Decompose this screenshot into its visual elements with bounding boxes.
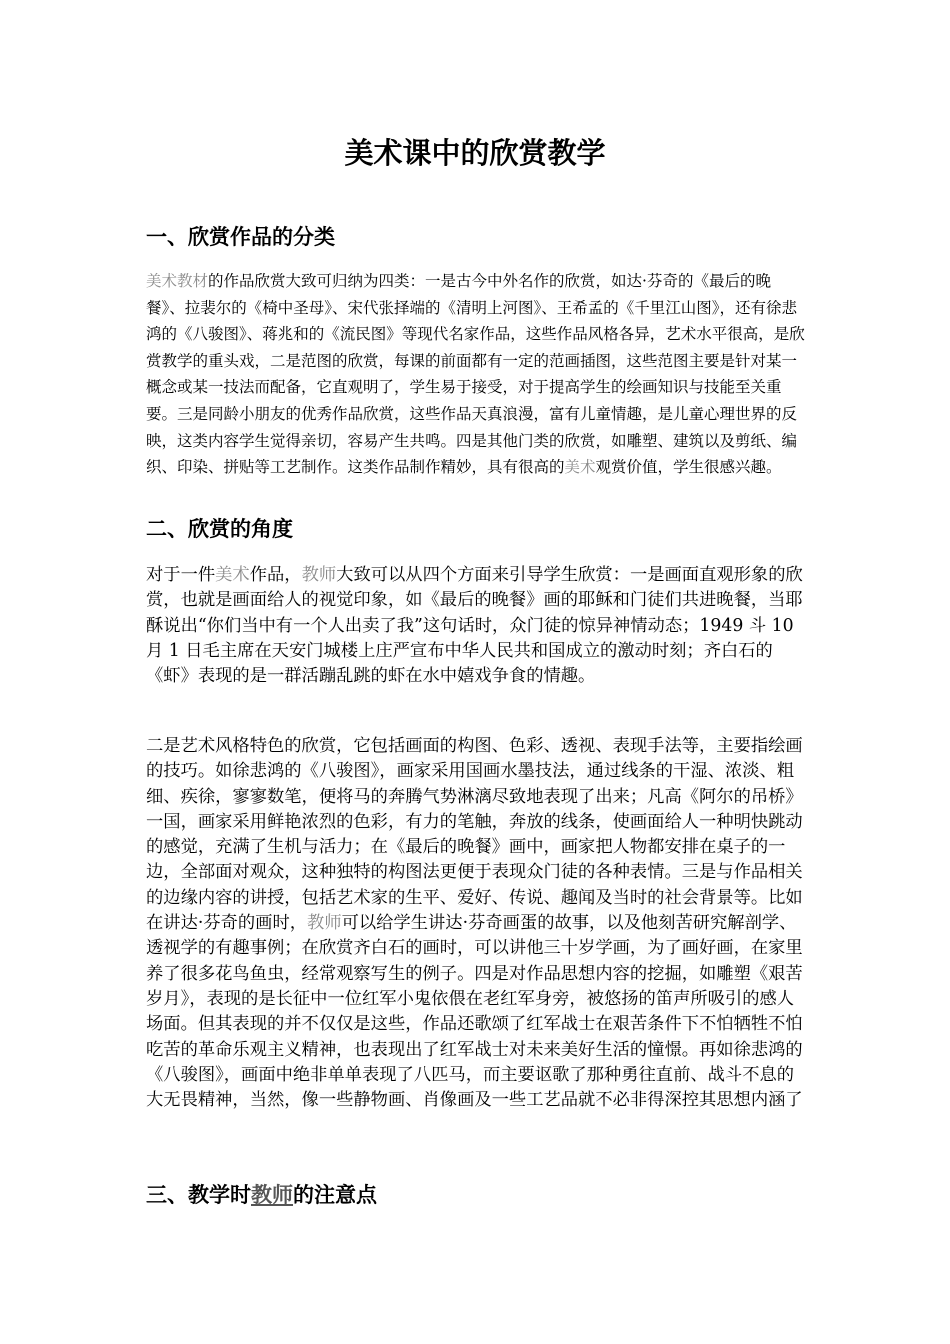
section-3-heading xyxy=(146,1180,377,1210)
section-1-paragraph xyxy=(146,268,806,481)
paragraph-text: 二是艺术风格特色的欣赏，它包括画面的构图、色彩、透视、表现手法等，主要指绘画的技巧。如徐悲鸿的《八骏图》，画家采用国画水墨技法，通过线条的干湿、浓淡、粗细、疾徐，寥寥数笔，便将马的奔腾气势淋漓尽致地表现了出来；凡高《阿尔的吊桥》一国，画家采用鲜艳浓烈的色彩，有力的笔触，奔放的线条，使画面给人一种明快跳动的感觉，充满了生机与活力；在《最后的晚餐》画中，画家把人物都安排在桌子的一边，全部面对观众，这种独特的构图法更便于表现众门徒的各种表情。三是与作品相关的边缘内容的讲授，包括艺术家的生平、爱好、传说、趣闻及当时的社会背景等。比如在讲达·芬奇的画时， xyxy=(146,736,803,934)
section-2-paragraph-1 xyxy=(146,563,806,689)
paragraph-text: 的作品欣赏大致可归纳为四类：一是古今中外名作的欣赏，如达·芬奇的《最后的晚餐》、拉裴尔的《椅中圣母》、宋代张择端的《清明上河图》、王希孟的《千里江山图》，还有徐悲鸿的《八骏图》、蒋兆和的《流民图》等现代名家作品，这些作品风格各异，艺术水平很高，是欣赏教学的重头戏，二是范图的欣赏，每课的前面都有一定的范画插图，这些范图主要是针对某一概念或某一技法而配备，它直观明了，学生易于接受，对于提高学生的绘画知识与技能至关重要。三是同龄小朋友的优秀作品欣赏，这些作品天真浪漫，富有儿童情趣，是儿童心理世界的反映，这类内容学生觉得亲切，容易产生共鸣。四是其他门类的欣赏，如雕塑、建筑以及剪纸、编织、印染、拼贴等工艺制作。这类作品制作精妙，具有很高的 xyxy=(146,272,805,477)
section-1-heading: 一、欣赏作品的分类 xyxy=(146,224,335,249)
heading-text: 三、教学时 xyxy=(146,1182,251,1207)
link-teacher[interactable]: 教师 xyxy=(301,565,337,585)
paragraph-text: 大致可以从四个方面来引导学生欣赏：一是画面直观形象的欣赏，也就是画面给人的视觉印象，如《最后的晚餐》画的耶稣和门徒们共进晚餐，当耶酥说出“你们当中有一个人出卖了我”这句话时，众门徒的惊异神情动态；1949 斗 10 月 1 日毛主席在天安门城楼上庄严宣布中华人民共和国成立的激动时刻；齐白石的《虾》表现的是一群活蹦乱跳的虾在水中嬉戏争食的情趣。 xyxy=(146,565,803,687)
link-teacher[interactable]: 教师 xyxy=(251,1182,293,1207)
link-art[interactable]: 美术 xyxy=(215,565,250,585)
heading-text: 的注意点 xyxy=(293,1182,377,1207)
paragraph-text: 对于一件 xyxy=(146,565,216,585)
paragraph-text: 作品， xyxy=(249,565,302,585)
link-teacher[interactable]: 教师 xyxy=(307,913,342,934)
paragraph-text: 观赏价值，学生很感兴趣。 xyxy=(595,458,782,477)
link-art-textbook[interactable]: 美术教材 xyxy=(146,272,209,290)
document-title: 美术课中的欣赏教学 xyxy=(344,136,606,170)
paragraph-text: 可以给学生讲达·芬奇画蛋的故事，以及他刻苦研究解剖学、透视学的有趣事例；在欣赏齐白石的画时，可以讲他三十岁学画，为了画好画，在家里养了很多花鸟鱼虫，经常观察写生的例子。四是对作品思想内容的挖掘，如雕塑《艰苦岁月》，表现的是长征中一位红军小鬼依偎在老红军身旁，被悠扬的笛声所吸引的感人场面。但其表现的并不仅仅是这些，作品还歌颂了红军战士在艰苦条件下不怕牺牲不怕吃苦的革命乐观主义精神，也表现出了红军战士对未来美好生活的憧憬。再如徐悲鸿的《八骏图》，画面中绝非单单表现了八匹马，而主要讴歌了那种勇往直前、战斗不息的大无畏精神，当然，像一些静物画、肖像画及一些工艺品就不必非得深控其思想内涵了 xyxy=(146,913,803,1111)
link-art[interactable]: 美术 xyxy=(564,458,596,477)
section-2-heading: 二、欣赏的角度 xyxy=(146,516,293,541)
section-2-paragraph-2 xyxy=(146,734,806,1113)
